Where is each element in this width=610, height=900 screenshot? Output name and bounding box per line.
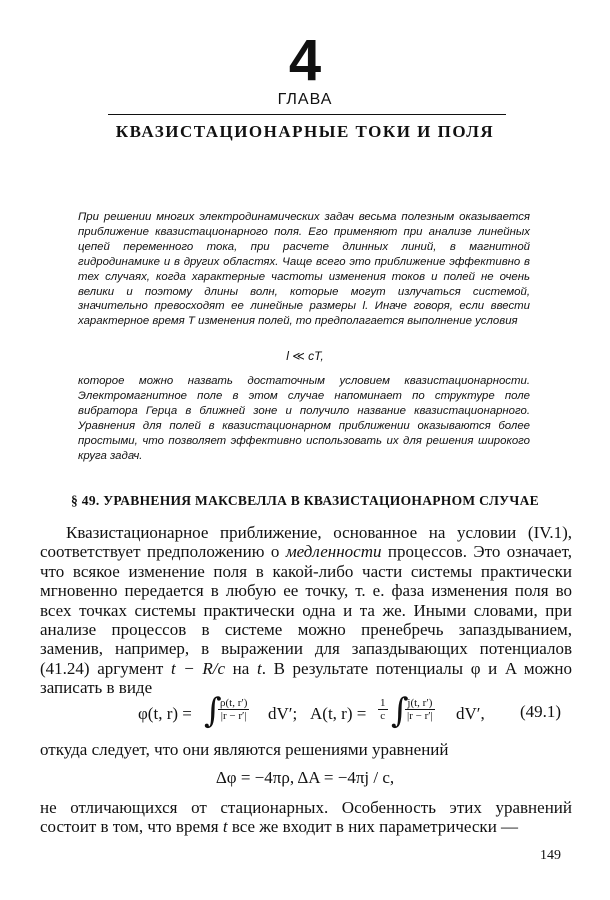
integral-sign: ∫ <box>391 691 409 731</box>
para2-text: откуда следует, что они являются решениями уравнений <box>40 740 449 759</box>
para1-text-d: . В результате потенциалы φ и A можно записать в виде <box>40 658 572 698</box>
eq1-A-tail: dV′, <box>456 704 485 723</box>
eq1-phi-numerator: ρ(t, r′) <box>220 697 248 709</box>
body-paragraph-2 <box>40 740 572 759</box>
equation-laplace: Δφ = −4πρ, ΔA = −4πj / c, <box>215 768 395 787</box>
para1-text-c: на <box>225 658 257 678</box>
equation-number: (49.1) <box>520 702 562 721</box>
para1-text-a: Квазистационарное приближение, основанное на условии (IV.1), соответствует предположению о <box>40 523 572 562</box>
eq1-A-coefficient <box>378 697 388 722</box>
page-number: 149 <box>540 848 561 863</box>
abstract-text-1: При решении многих электродинамических задач весьма полезным оказывается приближение квазистационарного поля. Его применяют при анализе линейных цепей переменного тока, при расчете длинных линий, в магнитной гидродинамике и в других областях. Чаще всего это приближение эффективно в тех случаях, когда характерные частоты изменения токов и полей не очень велики и поэтому длины волн, которые могут излучаться системой, значительно превосходят ее линейные размеры l. Иначе говоря, если ввести характерное время T изменения полей, то предполагается выполнение условия <box>78 211 530 328</box>
body-paragraph-3 <box>40 798 572 837</box>
para3-t: t <box>222 817 228 837</box>
para1-emphasis: медленности <box>285 542 382 562</box>
abstract-condition: l ≪ cT, <box>286 349 324 363</box>
eq1-A-fraction <box>405 697 435 722</box>
section-heading: § 49. УРАВНЕНИЯ МАКСВЕЛЛА В КВАЗИСТАЦИОНАРНОМ СЛУЧАЕ <box>71 493 539 508</box>
eq1-A-lhs: A(t, r) = <box>310 704 367 723</box>
para1-t: t <box>256 658 262 678</box>
chapter-abstract-part1 <box>78 210 530 329</box>
eq1-phi-fraction <box>218 697 249 722</box>
para3-text-a: не отличающихся от стационарных. Особенность этих уравнений состоит в том, что время <box>40 798 572 837</box>
para1-argument: t − R/c <box>170 658 226 678</box>
eq1-A-coef-num: 1 <box>380 697 386 709</box>
eq1-A-coef-den: c <box>378 709 388 722</box>
body-paragraph-1 <box>40 523 572 698</box>
chapter-number: 4 <box>288 28 322 93</box>
equation-49-1 <box>138 691 485 736</box>
eq1-A-numerator: j(t, r′) <box>407 697 433 709</box>
para3-text-b: все же входит в них параметрически — <box>227 817 519 837</box>
eq1-A-denominator: |r − r′| <box>407 710 433 722</box>
eq1-phi-lhs: φ(t, r) = <box>138 704 192 723</box>
abstract-text-2: которое можно назвать достаточным условием квазистационарности. Электромагнитное поле в этом случае напоминает по структуре поле вибратора Герца в ближней зоне и получило название квазистационарного. Уравнения для полей в квазистационарном приближении оказываются более простыми, что позволяет эффективно использовать их для решения широкого круга задач. <box>78 375 530 462</box>
integral-sign: ∫ <box>204 691 222 731</box>
chapter-label: ГЛАВА <box>277 91 333 108</box>
eq1-phi-tail: dV′; <box>268 704 298 723</box>
para1-text-b: процессов. Это означает, что всякое изменение поля в какой-либо части системы практически мгновенно передается в любую ее точку, т. е. фаза изменения поля во всех точках системы практически одна и та же. Иными словами, при анализе процессов в системе можно пренебречь запаздыванием, заменив, например, в выражении для запаздывающих потенциалов (41.24) аргумент <box>40 542 572 678</box>
eq1-phi-denominator: |r − r′| <box>218 709 249 722</box>
chapter-abstract-part2 <box>78 374 530 463</box>
chapter-title: КВАЗИСТАЦИОНАРНЫЕ ТОКИ И ПОЛЯ <box>115 122 495 141</box>
chapter-divider <box>108 114 506 115</box>
